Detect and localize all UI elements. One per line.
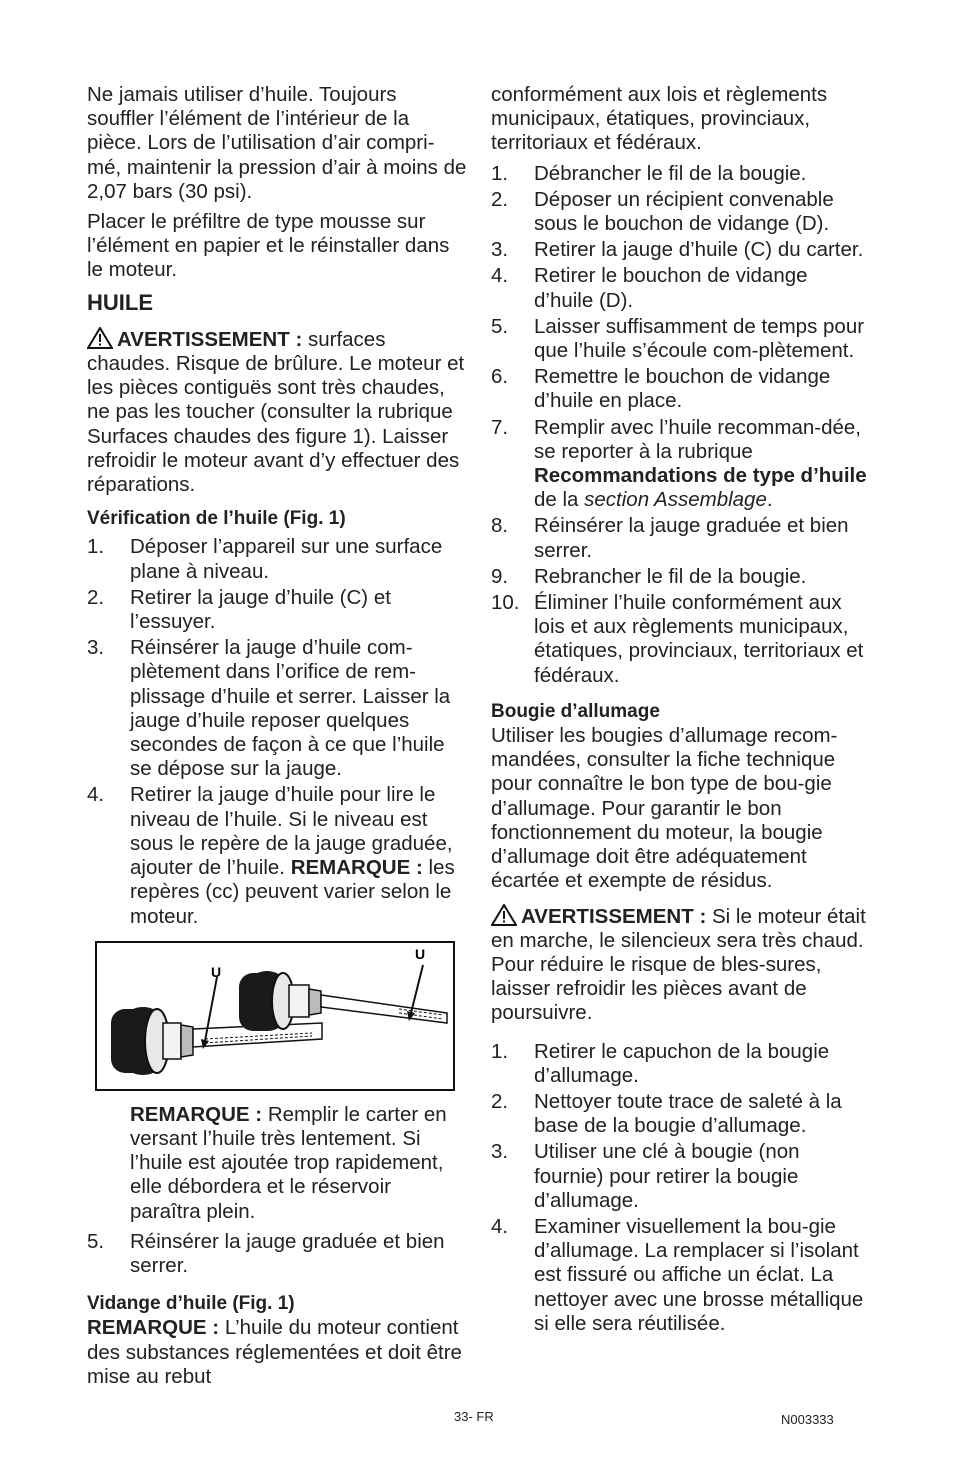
warning-label: AVERTISSEMENT : [117, 327, 303, 351]
list-item: 9. Rebrancher le fil de la bougie. [491, 564, 807, 588]
intro-paragraph-1: Ne jamais utiliser d’huile. Toujours souffler l’élément de l’intérieur de la pièce. Lors de l’utilisation d’air compri-mé, maintenir la pression d’air à moins de 2,07 bars (30 psi). [87, 83, 467, 203]
section-heading-huile: HUILE [87, 289, 153, 315]
spark-plug-paragraph: Utiliser les bougies d’allumage recom-mandées, consulter la fiche technique pour connaître le bon type de bou-gie d’allumage. Pour garantir le bon fonctionnement du moteur, la bougie d’allumage doit être adéquatement écartée et exempte de résidus. [491, 724, 838, 893]
dipstick-right-drawing [239, 971, 447, 1031]
list-item: 3. Réinsérer la jauge d’huile com-plètement dans l’orifice de rem-plissage d’huile et serrer. Laisser la jauge d’huile reposer quelques secondes de façon à ce que l’huile se dépose sur la jauge. [87, 636, 451, 781]
document-code: N003333 [781, 1412, 834, 1427]
spark-plug-steps [491, 1040, 871, 1336]
list-item: 10. Éliminer l’huile conformément aux lois et aux règlements municipaux, étatiques, provinciaux, territoriaux et fédéraux. [491, 591, 864, 687]
warning-label: AVERTISSEMENT : [521, 904, 707, 928]
list-item: 2. Nettoyer toute trace de saleté à la base de la bougie d’allumage. [491, 1089, 842, 1138]
oil-check-heading: Vérification de l’huile (Fig. 1) [87, 508, 346, 530]
fill-note [87, 1103, 467, 1224]
oil-check-steps-continued [87, 1230, 467, 1278]
warning-hot-surfaces [87, 327, 467, 497]
section-reference: section Assemblage [584, 488, 767, 512]
right-column [491, 83, 871, 1342]
list-item: 8. Réinsérer la jauge graduée et bien serrer. [491, 514, 849, 562]
list-item: 2. Déposer un récipient convenable sous le bouchon de vidange (D). [491, 187, 834, 236]
left-column [87, 83, 467, 1395]
list-item: 3. Retirer la jauge d’huile (C) du carter. [491, 238, 864, 262]
note-text: L’huile du moteur contient des substances réglementées et doit être mise au rebut [87, 1316, 462, 1388]
list-item: 5. Réinsérer la jauge graduée et bien serrer. [87, 1229, 445, 1277]
list-item: 3. Utiliser une clé à bougie (non fournie) pour retirer la bougie d’allumage. [491, 1140, 800, 1212]
dipstick-illustration [97, 943, 453, 1089]
warning-triangle-icon [87, 327, 113, 349]
list-item: 1. Débrancher le fil de la bougie. [491, 161, 807, 185]
figure-label-left: U [211, 963, 222, 980]
list-item: 4. Retirer le bouchon de vidange d’huile (D). [491, 264, 808, 312]
note-label: REMARQUE : [130, 1102, 263, 1126]
drain-note-continued: conformément aux lois et règlements municipaux, étatiques, provinciaux, territoriaux et fédéraux. [491, 83, 828, 155]
oil-drain-heading: Vidange d’huile (Fig. 1) [87, 1293, 295, 1315]
list-item: 6. Remettre le bouchon de vidange d’huile en place. [491, 365, 831, 413]
list-item: 1. Déposer l’appareil sur une surface plane à niveau. [87, 535, 443, 583]
dipstick-figure [95, 941, 455, 1091]
list-item: 5. Laisser suffisamment de temps pour que l’huile s’écoule com-plètement. [491, 314, 865, 363]
list-item: 7. Remplir avec l’huile recomman-dée, se reporter à la rubrique Recommandations de type d’huile de la section Assemblage. [491, 415, 867, 512]
list-item: 2. Retirer la jauge d’huile (C) et l’essuyer. [87, 585, 391, 634]
list-item: 1. Retirer le capuchon de la bougie d’allumage. [491, 1039, 830, 1087]
oil-drain-steps [491, 162, 871, 688]
figure-label-right: U [415, 945, 426, 962]
warning-muffler [491, 904, 871, 1026]
note-label: REMARQUE : [87, 1316, 220, 1340]
warning-text: Si le moteur était en marche, le silencieux sera très chaud. Pour réduire le risque de bles-sures, laisser refroidir les pièces avant de poursuivre. [491, 904, 866, 1025]
intro-paragraph-2: Placer le préfiltre de type mousse sur l’élément en papier et le réinstaller dans le moteur. [87, 210, 450, 282]
list-item: 4. Retirer la jauge d’huile pour lire le niveau de l’huile. Si le niveau est sous le repère de la jauge graduée, ajouter de l’huile. REMARQUE : les repères (cc) peuvent varier selon le moteur. [87, 783, 455, 928]
note-label: REMARQUE : [290, 856, 423, 880]
page-number: 33- FR [454, 1409, 494, 1424]
note-text: les repères (cc) peuvent varier selon le moteur. [130, 856, 455, 928]
spark-plug-heading: Bougie d’allumage [491, 700, 660, 722]
note-text: Remplir le carter en versant l’huile très lentement. Si l’huile est ajoutée trop rapidement, elle débordera et le réservoir paraîtra plein. [130, 1102, 447, 1223]
warning-text: surfaces chaudes. Risque de brûlure. Le moteur et les pièces contiguës sont très chaudes, ne pas les toucher (consulter la rubrique Surfaces chaudes des figure 1). Laisser refroidir le moteur avant d’y effectuer des réparations. [87, 327, 465, 497]
cross-reference: Recommandations de type d’huile [534, 464, 867, 488]
list-item: 4. Examiner visuellement la bou-gie d’allumage. La remplacer si l’isolant est fissuré ou affiche un éclat. La nettoyer avec une brosse métallique si elle sera réutilisée. [491, 1214, 864, 1335]
oil-check-steps [87, 535, 467, 928]
drain-note [87, 1316, 467, 1389]
warning-triangle-icon [491, 904, 517, 926]
